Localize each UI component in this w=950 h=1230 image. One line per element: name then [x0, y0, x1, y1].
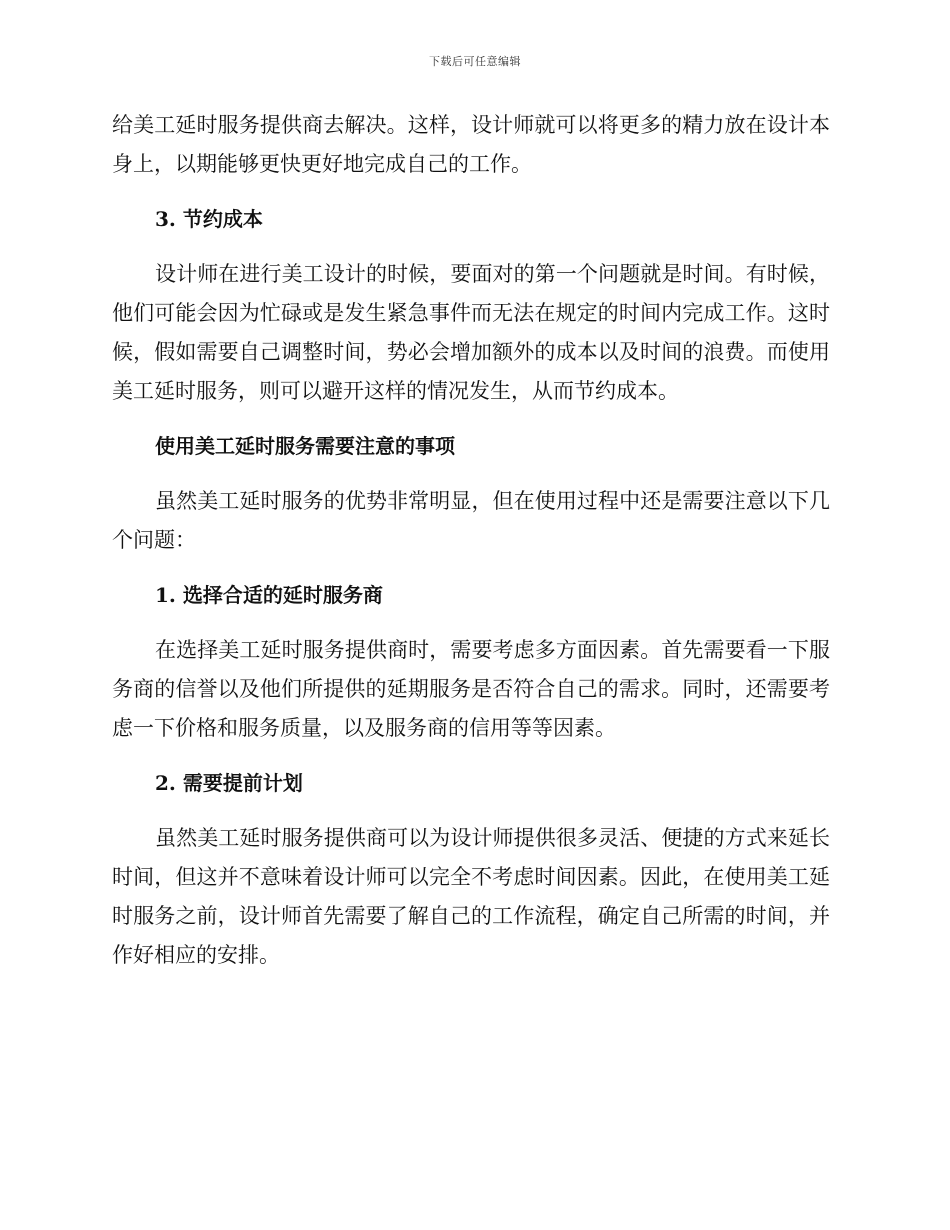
paragraph-save-cost: 设计师在进行美工设计的时候，要面对的第一个问题就是时间。有时候，他们可能会因为忙碌或是发生紧急事件而无法在规定的时间内完成工作。这时候，假如需要自己调整时间，势必会增加额外的成本以及时间的浪费。而使用美工延时服务，则可以避开这样的情况发生，从而节约成本。	[112, 262, 830, 403]
heading-plan-ahead: 2. 需要提前计划	[155, 771, 303, 795]
heading-precautions: 使用美工延时服务需要注意的事项	[155, 434, 455, 458]
spacer	[112, 411, 830, 427]
spacer	[112, 615, 830, 631]
spacer	[112, 748, 830, 764]
spacer	[112, 184, 830, 200]
document-body	[112, 106, 830, 975]
spacer	[112, 803, 830, 819]
heading-save-cost: 3. 节约成本	[155, 207, 263, 231]
spacer	[112, 239, 830, 255]
paragraph-intro-continuation: 给美工延时服务提供商去解决。这样，设计师就可以将更多的精力放在设计本身上，以期能够更快更好地完成自己的工作。	[112, 113, 830, 176]
paragraph-choose-provider: 在选择美工延时服务提供商时，需要考虑多方面因素。首先需要看一下服务商的信誉以及他们所提供的延期服务是否符合自己的需求。同时，还需要考虑一下价格和服务质量，以及服务商的信用等等因素。	[112, 638, 830, 740]
page-header: 下载后可任意编辑	[429, 55, 521, 68]
spacer	[112, 560, 830, 576]
paragraph-precautions-intro: 虽然美工延时服务的优势非常明显，但在使用过程中还是需要注意以下几个问题：	[112, 489, 830, 552]
paragraph-plan-ahead: 虽然美工延时服务提供商可以为设计师提供很多灵活、便捷的方式来延长时间，但这并不意味着设计师可以完全不考虑时间因素。因此，在使用美工延时服务之前，设计师首先需要了解自己的工作流程，确定自己所需的时间，并作好相应的安排。	[112, 826, 830, 967]
spacer	[112, 466, 830, 482]
heading-choose-provider: 1. 选择合适的延时服务商	[155, 583, 383, 607]
